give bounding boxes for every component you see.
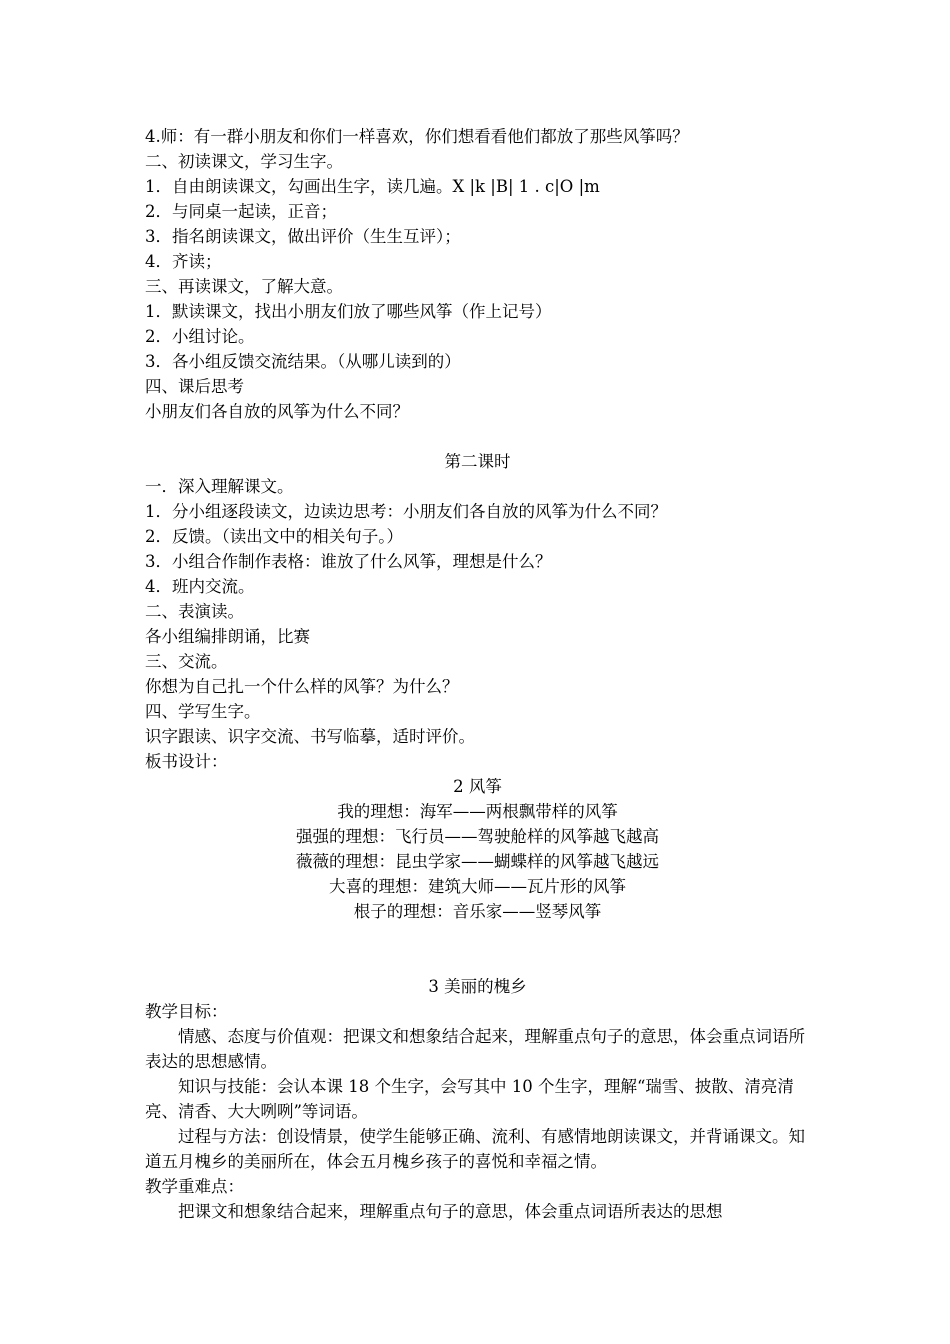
section-heading: 二、表演读。 (145, 602, 244, 621)
goals-heading: 教学目标： (145, 1002, 228, 1021)
text-line: 1．默读课文，找出小朋友们放了哪些风筝（作上记号） (145, 302, 552, 321)
text-line: 各小组编排朗诵，比赛 (145, 627, 310, 646)
goal-paragraph: 过程与方法：创设情景，使学生能够正确、流利、有感情地朗读课文，并背诵课文。知道五月槐乡的美丽所在，体会五月槐乡孩子的喜悦和幸福之情。 (145, 1127, 805, 1171)
text-line: 板书设计： (145, 752, 228, 771)
board-line: 薇薇的理想：昆虫学家——蝴蝶样的风筝越飞越远 (296, 852, 659, 871)
board-line: 我的理想：海军——两根飘带样的风筝 (337, 802, 618, 821)
lesson-plan-section-1 (145, 124, 810, 424)
section-heading: 三、再读课文，了解大意。 (145, 277, 343, 296)
text-line: 1．分小组逐段读文，边读边思考：小朋友们各自放的风筝为什么不同？ (145, 502, 667, 521)
spacer (145, 949, 810, 974)
text-line: 识字跟读、识字交流、书写临摹，适时评价。 (145, 727, 475, 746)
lesson-3-section (145, 974, 810, 1224)
document-body (145, 124, 810, 1224)
board-title: 2 风筝 (453, 777, 502, 796)
text-line: 3．指名朗读课文，做出评价（生生互评）； (145, 227, 461, 246)
text-line: 4．班内交流。 (145, 577, 255, 596)
difficulty-heading: 教学重难点： (145, 1177, 244, 1196)
section-heading: 四、课后思考 (145, 377, 244, 396)
section-heading: 二、初读课文，学习生字。 (145, 152, 343, 171)
text-line: 3．各小组反馈交流结果。（从哪儿读到的） (145, 352, 461, 371)
lesson-title: 3 美丽的槐乡 (428, 977, 527, 996)
text-line: 你想为自己扎一个什么样的风筝？为什么？ (145, 677, 459, 696)
text-line: 4.师：有一群小朋友和你们一样喜欢，你们想看看他们都放了那些风筝吗？ (145, 127, 689, 146)
difficulty-paragraph: 把课文和想象结合起来，理解重点句子的意思，体会重点词语所表达的思想 (178, 1202, 723, 1221)
text-line: 2．与同桌一起读，正音； (145, 202, 337, 221)
board-design (145, 774, 810, 924)
board-line: 大喜的理想：建筑大师——瓦片形的风筝 (329, 877, 626, 896)
spacer (145, 424, 810, 449)
goal-paragraph: 情感、态度与价值观：把课文和想象结合起来，理解重点句子的意思，体会重点词语所表达的思想感情。 (145, 1027, 805, 1071)
board-line: 强强的理想：飞行员——驾驶舱样的风筝越飞越高 (296, 827, 659, 846)
lesson-plan-section-2 (145, 449, 810, 774)
section-heading: 四、学写生字。 (145, 702, 261, 721)
text-line: 2．小组讨论。 (145, 327, 255, 346)
spacer (145, 924, 810, 949)
goal-paragraph: 知识与技能：会认本课 18 个生字，会写其中 10 个生字，理解“瑞雪、披散、清亮清亮、清香、大大咧咧”等词语。 (145, 1077, 794, 1121)
text-line: 3．小组合作制作表格：谁放了什么风筝，理想是什么？ (145, 552, 552, 571)
text-line: 2．反馈。（读出文中的相关句子。） (145, 527, 403, 546)
section-heading: 一．深入理解课文。 (145, 477, 294, 496)
board-line: 根子的理想：音乐家——竖琴风筝 (353, 902, 602, 921)
text-line: 1．自由朗读课文，勾画出生字，读几遍。X |k |B| 1 . c|O |m (145, 177, 600, 196)
text-line: 小朋友们各自放的风筝为什么不同？ (145, 402, 409, 421)
text-line: 4．齐读； (145, 252, 222, 271)
period-heading: 第二课时 (444, 452, 511, 471)
section-heading: 三、交流。 (145, 652, 228, 671)
